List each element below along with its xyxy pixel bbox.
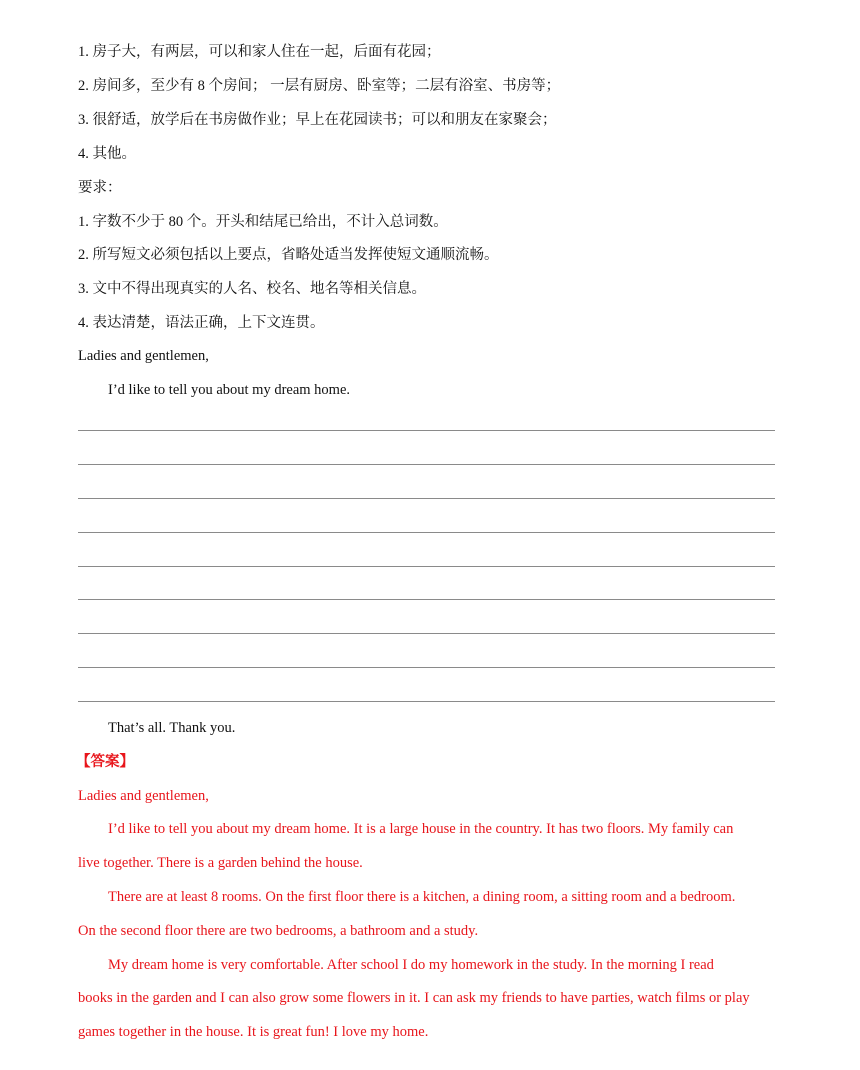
requirement-1: 1. 字数不少于 80 个。开头和结尾已给出，不计入总词数。 (78, 214, 448, 230)
writing-line (78, 532, 775, 533)
writing-line (78, 566, 775, 567)
prompt-greeting: Ladies and gentlemen, (78, 348, 209, 364)
requirements-title: 要求： (78, 180, 122, 196)
writing-line (78, 599, 775, 600)
prompt-closing: That’s all. Thank you. (108, 720, 236, 736)
answer-greeting: Ladies and gentlemen, (78, 788, 209, 804)
answer-line-1: I’d like to tell you about my dream home. It is a large house in the country. It has two floors. My family can (108, 821, 734, 837)
requirement-2: 2. 所写短文必须包括以上要点，省略处适当发挥使短文通顺流畅。 (78, 247, 499, 263)
writing-line (78, 430, 775, 431)
answer-line-2: live together. There is a garden behind the house. (78, 855, 363, 871)
writing-line (78, 498, 775, 499)
prompt-opening: I’d like to tell you about my dream home. (108, 382, 351, 398)
writing-line (78, 667, 775, 668)
writing-line (78, 633, 775, 634)
answer-line-5: My dream home is very comfortable. After school I do my homework in the study. In the morning I read (108, 957, 714, 973)
requirement-4: 4. 表达清楚，语法正确，上下文连贯。 (78, 315, 325, 331)
point-4: 4. 其他。 (78, 146, 136, 162)
answer-line-6: books in the garden and I can also grow some flowers in it. I can ask my friends to have parties, watch films or play (78, 990, 750, 1006)
answer-label: 【答案】 (76, 754, 134, 770)
writing-line (78, 464, 775, 465)
answer-line-7: games together in the house. It is great fun! I love my home. (78, 1024, 429, 1040)
point-2: 2. 房间多，至少有 8 个房间； 一层有厨房、卧室等；二层有浴室、书房等； (78, 78, 561, 94)
point-3: 3. 很舒适，放学后在书房做作业；早上在花园读书；可以和朋友在家聚会； (78, 112, 557, 128)
point-1: 1. 房子大，有两层，可以和家人住在一起，后面有花园； (78, 44, 441, 60)
answer-line-3: There are at least 8 rooms. On the first floor there is a kitchen, a dining room, a sitting room and a bedroom. (108, 889, 736, 905)
answer-line-4: On the second floor there are two bedrooms, a bathroom and a study. (78, 923, 479, 939)
writing-line (78, 701, 775, 702)
requirement-3: 3. 文中不得出现真实的人名、校名、地名等相关信息。 (78, 281, 426, 297)
